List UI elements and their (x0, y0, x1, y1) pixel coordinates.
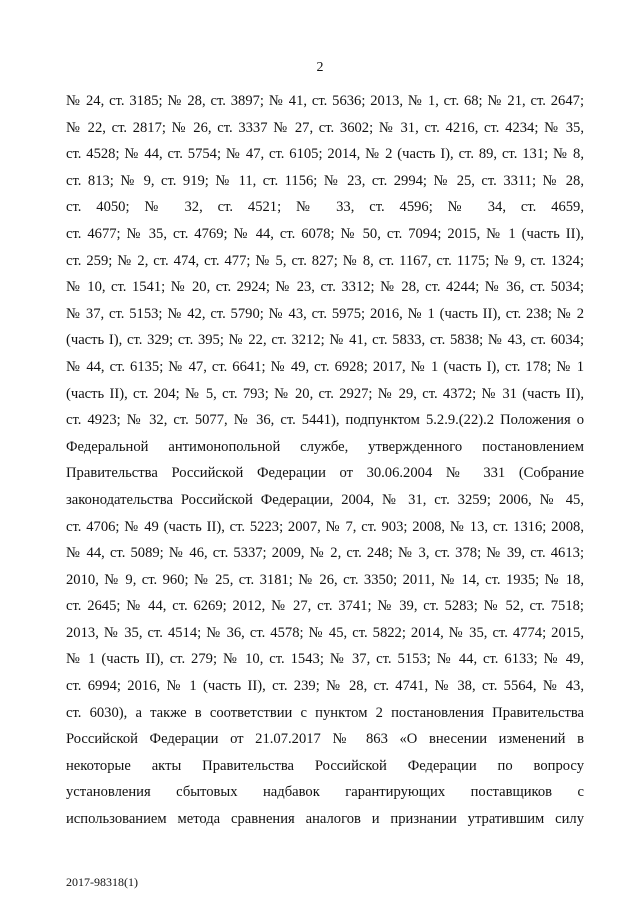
body-text (66, 88, 584, 833)
text-line-9: № 37, ст. 5153; № 42, ст. 5790; № 43, ст. 5975; 2016, № 1 (часть II), ст. 238; № 2 (66, 305, 584, 322)
text-line-10: (часть I), ст. 329; ст. 395; № 22, ст. 3212; № 41, ст. 5833, ст. 5838; № 43, ст. 6034; (66, 332, 584, 349)
text-line-1: № 24, ст. 3185; № 28, ст. 3897; № 41, ст. 5636; 2013, № 1, ст. 68; № 21, ст. 2647; (66, 93, 584, 109)
text-line-19: 2010, № 9, ст. 960; № 25, ст. 3181; № 26, ст. 3350; 2011, № 14, ст. 1935; № 18, (66, 571, 584, 588)
text-line-25: Российской Федерации от 21.07.2017 № 863 «О внесении изменений в (66, 731, 584, 748)
text-line-16: законодательства Российской Федерации, 2004, № 31, ст. 3259; 2006, № 45, (66, 491, 584, 508)
text-line-22: № 1 (часть II), ст. 279; № 10, ст. 1543; № 37, ст. 5153; № 44, ст. 6133; № 49, (66, 651, 584, 668)
text-line-24: ст. 6030), а также в соответствии с пунктом 2 постановления Правительства (66, 704, 584, 721)
text-line-4: ст. 813; № 9, ст. 919; № 11, ст. 1156; № 23, ст. 2994; № 25, ст. 3311; № 28, (66, 172, 584, 189)
page-number: 2 (316, 60, 324, 75)
text-line-23: ст. 6994; 2016, № 1 (часть II), ст. 239; № 28, ст. 4741, № 38, ст. 5564, № 43, (66, 678, 584, 695)
text-line-12: (часть II), ст. 204; № 5, ст. 793; № 20, ст. 2927; № 29, ст. 4372; № 31 (часть II), (66, 385, 584, 402)
text-line-5: ст. 4050; № 32, ст. 4521; № 33, ст. 4596; № 34, ст. 4659, (66, 199, 584, 216)
text-line-27: установления сбытовых надбавок гарантирующих поставщиков с (66, 784, 584, 801)
text-line-14: Федеральной антимонопольной службе, утвержденного постановлением (66, 438, 584, 455)
text-line-8: № 10, ст. 1541; № 20, ст. 2924; № 23, ст. 3312; № 28, ст. 4244; № 36, ст. 5034; (66, 279, 584, 296)
text-line-2: № 22, ст. 2817; № 26, ст. 3337 № 27, ст. 3602; № 31, ст. 4216, ст. 4234; № 35, (66, 119, 584, 136)
text-line-21: 2013, № 35, ст. 4514; № 36, ст. 4578; № 45, ст. 5822; 2014, № 35, ст. 4774; 2015, (66, 624, 584, 641)
text-line-26: некоторые акты Правительства Российской Федерации по вопросу (66, 757, 584, 774)
text-line-6: ст. 4677; № 35, ст. 4769; № 44, ст. 6078; № 50, ст. 7094; 2015, № 1 (часть II), (66, 225, 584, 242)
text-line-20: ст. 2645; № 44, ст. 6269; 2012, № 27, ст. 3741; № 39, ст. 5283; № 52, ст. 7518; (66, 598, 584, 615)
text-line-15: Правительства Российской Федерации от 30.06.2004 № 331 (Собрание (66, 465, 584, 482)
text-line-18: № 44, ст. 5089; № 46, ст. 5337; 2009, № 2, ст. 248; № 3, ст. 378; № 39, ст. 4613; (66, 545, 584, 562)
text-line-7: ст. 259; № 2, ст. 474, ст. 477; № 5, ст. 827; № 8, ст. 1167, ст. 1175; № 9, ст. 1324; (66, 252, 584, 269)
text-line-28: использованием метода сравнения аналогов и признании утратившим силу (66, 811, 584, 828)
text-line-3: ст. 4528; № 44, ст. 5754; № 47, ст. 6105; 2014, № 2 (часть I), ст. 89, ст. 131; № 8, (66, 146, 584, 163)
text-line-11: № 44, ст. 6135; № 47, ст. 6641; № 49, ст. 6928; 2017, № 1 (часть I), ст. 178; № 1 (66, 358, 584, 375)
text-line-13: ст. 4923; № 32, ст. 5077, № 36, ст. 5441), подпунктом 5.2.9.(22).2 Положения о (66, 412, 584, 429)
text-line-17: ст. 4706; № 49 (часть II), ст. 5223; 2007, № 7, ст. 903; 2008, № 13, ст. 1316; 2008, (66, 518, 584, 535)
document-code: 2017-98318(1) (66, 875, 138, 889)
